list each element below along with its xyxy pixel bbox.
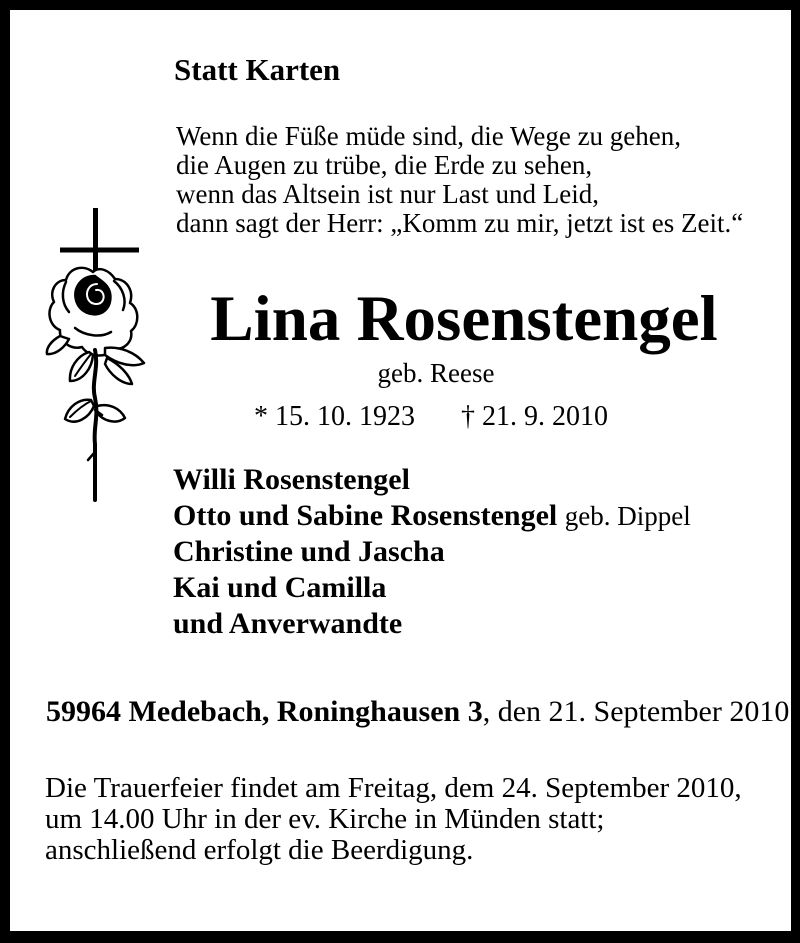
poem-line: dann sagt der Herr: „Komm zu mir, jetzt ist es Zeit.“ xyxy=(176,208,744,238)
mourner-name: Willi Rosenstengel xyxy=(173,463,410,496)
mourner-name: Christine und Jascha xyxy=(173,535,445,568)
maiden-name: geb. Reese xyxy=(377,358,495,388)
funeral-line: Die Trauerfeier findet am Freitag, dem 24. September 2010, xyxy=(45,772,742,804)
deceased-name: Lina Rosenstengel xyxy=(210,283,718,355)
notice-header: Statt Karten xyxy=(174,52,341,87)
birth-date: * 15. 10. 1923 xyxy=(254,401,415,432)
date: , den 21. September 2010 xyxy=(482,695,790,728)
mourner-row xyxy=(173,498,691,534)
funeral-info xyxy=(45,773,742,866)
poem xyxy=(176,122,743,238)
mourner-row xyxy=(173,462,691,498)
poem-line: wenn das Altsein ist nur Last und Leid, xyxy=(176,179,599,209)
mourner-row xyxy=(173,570,691,606)
funeral-line: anschließend erfolgt die Beerdigung. xyxy=(45,834,474,866)
mourner-name: Kai und Camilla xyxy=(173,571,387,604)
place-dateline xyxy=(46,695,789,729)
poem-line: Wenn die Füße müde sind, die Wege zu gehen, xyxy=(176,121,682,151)
cross-rose-icon xyxy=(45,200,155,505)
rose-icon xyxy=(47,268,144,500)
life-dates xyxy=(254,401,608,433)
mourner-row xyxy=(173,534,691,570)
mourner-name: Otto und Sabine Rosenstengel xyxy=(173,499,558,532)
mourners-list xyxy=(173,462,691,642)
mourner-name: und Anverwandte xyxy=(173,607,403,640)
mourner-row xyxy=(173,606,691,642)
mourner-suffix: geb. Dippel xyxy=(564,501,691,531)
poem-line: die Augen zu trübe, die Erde zu sehen, xyxy=(176,150,593,180)
address: 59964 Medebach, Roninghausen 3 xyxy=(46,695,483,728)
death-date: † 21. 9. 2010 xyxy=(461,401,608,432)
funeral-line: um 14.00 Uhr in der ev. Kirche in Münden statt; xyxy=(45,803,605,835)
